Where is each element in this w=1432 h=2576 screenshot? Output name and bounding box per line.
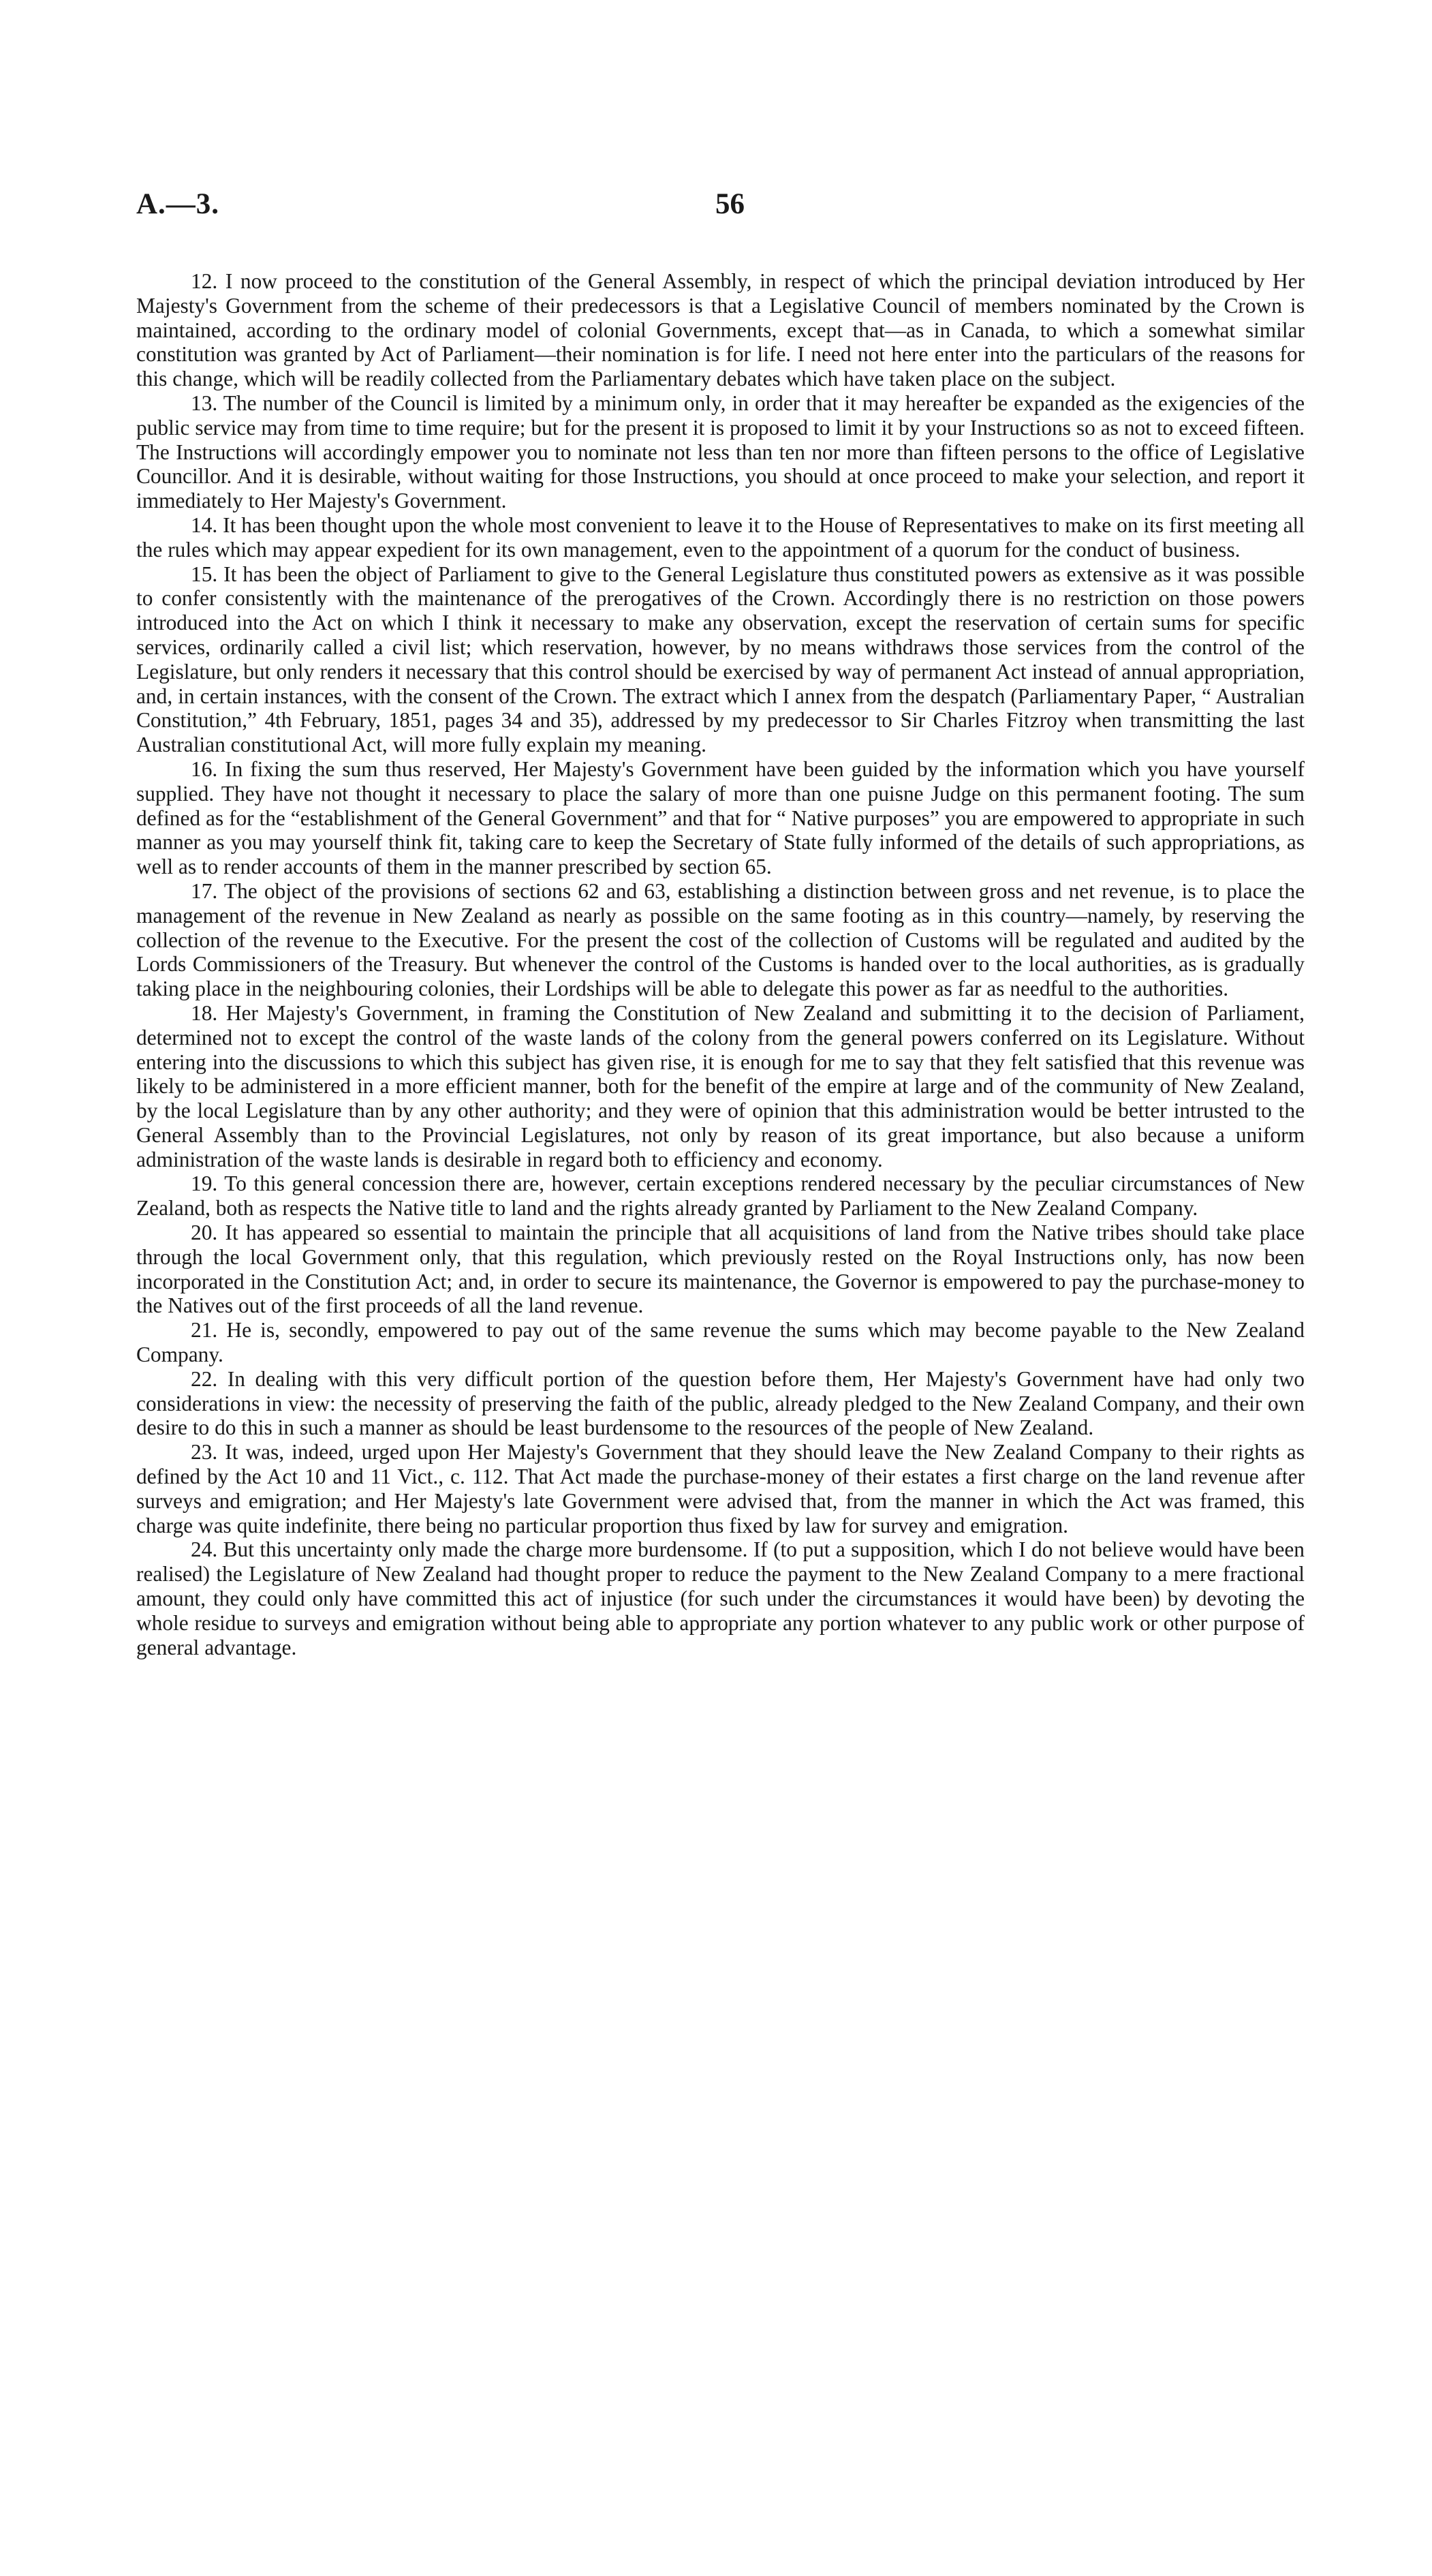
paragraph-16: 16. In fixing the sum thus reserved, Her Majesty's Government have been guided by the information which you have yourself supplied. They have not thought it necessary to place the salary of more than one puisne Judge on this permanent footing. The sum defined as for the “establishment of the General Government” and that for “ Native purposes” you are empowered to appropriate in such manner as you may yourself think fit, taking care to keep the Secretary of State fully informed of the details of such appropriations, as well as to render accounts of them in the manner prescribed by section 65. <box>136 756 1305 879</box>
paragraph-12: 12. I now proceed to the constitution of the General Assembly, in respect of which the principal deviation introduced by Her Majesty's Government from the scheme of their predecessors is that a Legislative Council of members nominated by the Crown is maintained, according to the ordinary model of colonial Governments, except that—as in Canada, to which a somewhat similar constitution was granted by Act of Parliament—their nomination is for life. I need not here enter into the particulars of the reasons for this change, which will be readily collected from the Parliamentary debates which have taken place on the subject. <box>136 269 1305 391</box>
paragraph-13: 13. The number of the Council is limited by a minimum only, in order that it may hereafter be expanded as the exigencies of the public service may from time to time require; but for the present it is proposed to limit it by your Instructions so as not to exceed fifteen. The Instructions will accordingly empower you to nominate not less than ten nor more than fifteen persons to the office of Legislative Councillor. And it is desirable, without waiting for those Instructions, you should at once proceed to make your selection, and report it immediately to Her Majesty's Government. <box>136 390 1305 513</box>
paragraph-23: 23. It was, indeed, urged upon Her Majesty's Government that they should leave the New Zealand Company to their rights as defined by the Act 10 and 11 Vict., c. 112. That Act made the purchase-money of their estates a first charge on the land revenue after surveys and emigration; and Her Majesty's late Government were advised that, from the manner in which the Act was framed, this charge was quite indefinite, there being no particular proportion thus fixed by law for survey and emigration. <box>136 1440 1305 1537</box>
paragraph-15: 15. It has been the object of Parliament to give to the General Legislature thus constituted powers as extensive as it was possible to confer consistently with the maintenance of the prerogatives of the Crown. Accordingly there is no restriction on those powers introduced into the Act on which I think it necessary to make any observation, except the reservation of certain sums for specific services, ordinarily called a civil list; which reservation, however, by no means withdraws those services from the control of the Legislature, but only renders it necessary that this control should be exercised by way of permanent Act instead of annual appropriation, and, in certain instances, with the consent of the Crown. The extract which I annex from the despatch (Parliamentary Paper, “ Australian Constitution,” 4th February, 1851, pages 34 and 35), addressed by my predecessor to Sir Charles Fitzroy when transmitting the last Australian constitutional Act, will more fully explain my meaning. <box>136 562 1305 757</box>
paragraph-17: 17. The object of the provisions of sections 62 and 63, establishing a distinction between gross and net revenue, is to place the management of the revenue in New Zealand as nearly as possible on the same footing as in this country—namely, by reserving the collection of the revenue to the Executive. For the present the cost of the collection of Customs will be regulated and audited by the Lords Commissioners of the Treasury. But whenever the control of the Customs is handed over to the local authorities, as is gradually taking place in the neighbouring colonies, their Lordships will be able to delegate this power as far as needful to the authorities. <box>136 878 1305 1001</box>
paragraph-21: 21. He is, secondly, empowered to pay out of the same revenue the sums which may become payable to the New Zealand Company. <box>136 1318 1305 1367</box>
document-reference: A.—3. <box>136 188 220 220</box>
page-number: 56 <box>715 188 745 220</box>
paragraph-14: 14. It has been thought upon the whole most convenient to leave it to the House of Representatives to make on its first meeting all the rules which may appear expedient for its own management, even to the appointment of a quorum for the conduct of business. <box>136 512 1305 562</box>
paragraph-22: 22. In dealing with this very difficult portion of the question before them, Her Majesty's Government have had only two considerations in view: the necessity of preserving the faith of the public, already pledged to the New Zealand Company, and their own desire to do this in such a manner as should be least burdensome to the resources of the people of New Zealand. <box>136 1366 1305 1440</box>
paragraph-18: 18. Her Majesty's Government, in framing the Constitution of New Zealand and submitting it to the decision of Parliament, determined not to except the control of the waste lands of the colony from the general powers conferred on its Legislature. Without entering into the discussions to which this subject has given rise, it is enough for me to say that they felt satisfied that this revenue was likely to be administered in a more efficient manner, both for the benefit of the empire at large and of the community of New Zealand, by the local Legislature than by any other authority; and they were of opinion that this administration would be better intrusted to the General Assembly than to the Provincial Legislatures, not only by reason of its great importance, but also because a uniform administration of the waste lands is desirable in regard both to efficiency and economy. <box>136 1000 1305 1171</box>
paragraph-24: 24. But this uncertainty only made the charge more burdensome. If (to put a supposition, which I do not believe would have been realised) the Legislature of New Zealand had thought proper to reduce the payment to the New Zealand Company to a mere fractional amount, they could only have committed this act of injustice (for such under the circumstances it would have been) by devoting the whole residue to surveys and emigration without being able to appropriate any portion whatever to any public work or other purpose of general advantage. <box>136 1537 1305 1659</box>
paragraph-19: 19. To this general concession there are, however, certain exceptions rendered necessary by the peculiar circumstances of New Zealand, both as respects the Native title to land and the rights already granted by Parliament to the New Zealand Company. <box>136 1171 1305 1221</box>
paragraph-20: 20. It has appeared so essential to maintain the principle that all acquisitions of land from the Native tribes should take place through the local Government only, that this regulation, which previously rested on the Royal Instructions only, has now been incorporated in the Constitution Act; and, in order to secure its maintenance, the Governor is empowered to pay the purchase-money to the Natives out of the first proceeds of all the land revenue. <box>136 1221 1305 1318</box>
document-body <box>136 269 1305 1659</box>
page-header <box>136 187 1305 235</box>
